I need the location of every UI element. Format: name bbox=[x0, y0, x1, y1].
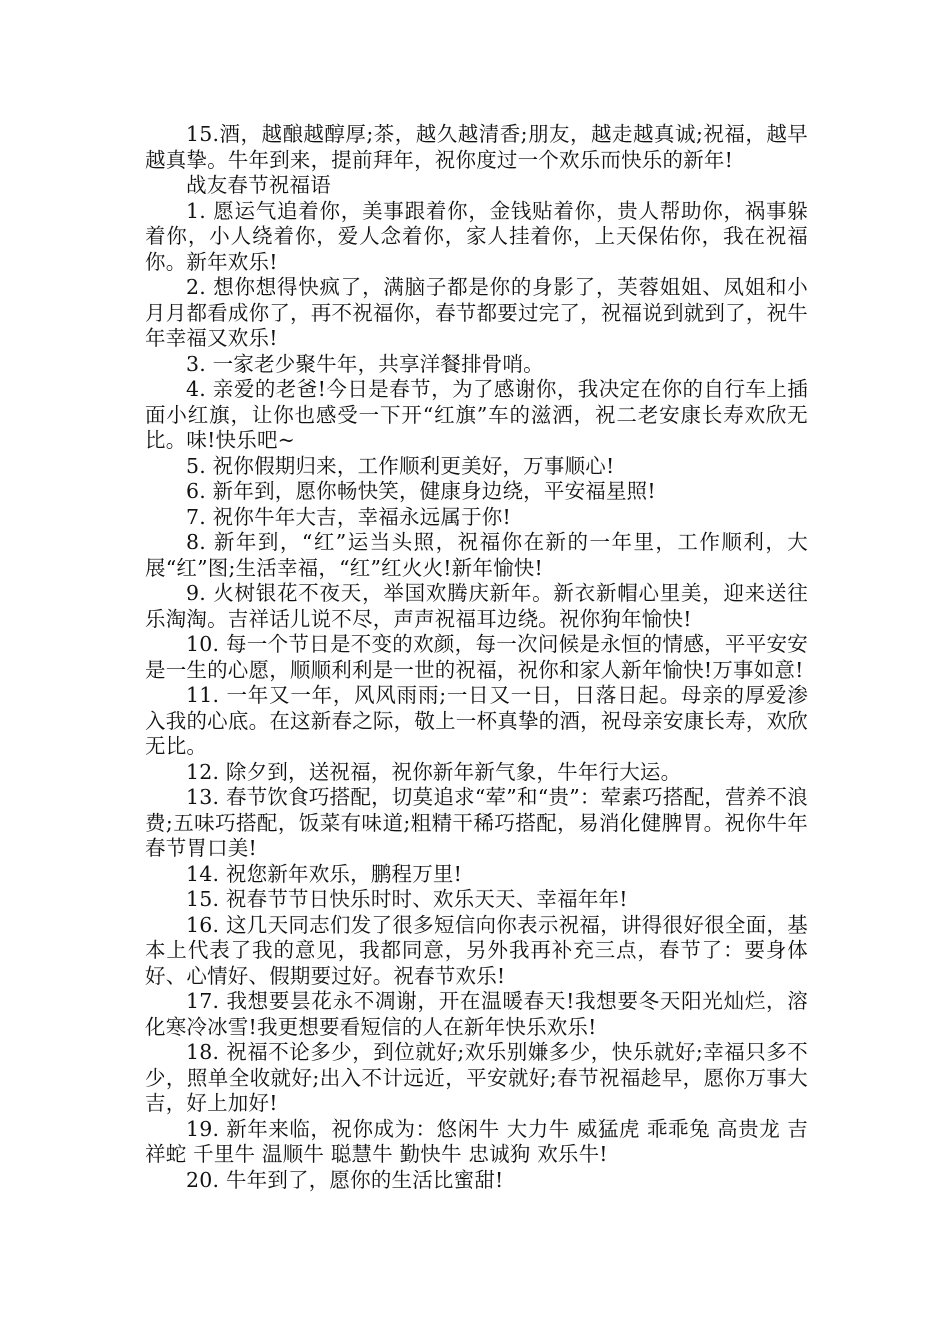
list-item: 10. 每一个节日是不变的欢颜，每一次问候是永恒的情感，平平安安是一生的心愿，顺顺利利是一世的祝福，祝你和家人新年愉快!万事如意! bbox=[145, 632, 808, 682]
intro-paragraph: 15.酒，越酿越醇厚;茶，越久越清香;朋友，越走越真诚;祝福，越早越真挚。牛年到来，提前拜年，祝你度过一个欢乐而快乐的新年! bbox=[145, 122, 808, 172]
list-item: 7. 祝你牛年大吉，幸福永远属于你! bbox=[186, 504, 511, 529]
list-item: 5. 祝你假期归来，工作顺利更美好，万事顺心! bbox=[186, 453, 615, 478]
list-item: 20. 牛年到了，愿你的生活比蜜甜! bbox=[186, 1167, 504, 1192]
list-item: 19. 新年来临，祝你成为：悠闲牛 大力牛 威猛虎 乖乖兔 高贵龙 吉祥蛇 千里牛 温顺牛 聪慧牛 勤快牛 忠诚狗 欢乐牛! bbox=[145, 1116, 808, 1166]
list-item: 1. 愿运气追着你，美事跟着你，金钱贴着你，贵人帮助你，祸事躲着你，小人绕着你，爱人念着你，家人挂着你，上天保佑你，我在祝福你。新年欢乐! bbox=[145, 198, 808, 274]
list-item: 6. 新年到，愿你畅快笑，健康身边绕，平安福星照! bbox=[186, 479, 656, 503]
list-item: 13. 春节饮食巧搭配，切莫追求“荤”和“贵”：荤素巧搭配，营养不浪费;五味巧搭配，饭菜有味道;粗精干稀巧搭配，易消化健脾胃。祝你牛年春节胃口美! bbox=[145, 785, 808, 860]
list-item: 11. 一年又一年，风风雨雨;一日又一日，日落日起。母亲的厚爱渗入我的心底。在这新春之际，敬上一杯真挚的酒，祝母亲安康长寿，欢欣无比。 bbox=[145, 683, 808, 758]
list-item: 12. 除夕到，送祝福，祝你新年新气象，牛年行大运。 bbox=[186, 759, 682, 784]
list-item: 8. 新年到，“红”运当头照，祝福你在新的一年里，工作顺利，大展“红”图;生活幸福，“红”红火火!新年愉快! bbox=[145, 530, 808, 580]
list-item: 16. 这几天同志们发了很多短信向你表示祝福，讲得很好很全面，基本上代表了我的意见，我都同意，另外我再补充三点，春节了：要身体好、心情好、假期要过好。祝春节欢乐! bbox=[145, 912, 808, 988]
document-body bbox=[145, 122, 808, 1193]
list-item: 2. 想你想得快疯了，满脑子都是你的身影了，芙蓉姐姐、凤姐和小月月都看成你了，再不祝福你，春节都要过完了，祝福说到就到了，祝牛年幸福又欢乐! bbox=[145, 275, 808, 350]
list-item: 17. 我想要昙花永不凋谢，开在温暖春天!我想要冬天阳光灿烂，溶化寒冷冰雪!我更想要看短信的人在新年快乐欢乐! bbox=[145, 989, 808, 1039]
list-item: 18. 祝福不论多少，到位就好;欢乐别嫌多少，快乐就好;幸福只多不少，照单全收就好;出入不计远近，平安就好;春节祝福趁早，愿你万事大吉，好上加好! bbox=[145, 1040, 808, 1115]
list-item: 3. 一家老少聚牛年，共享洋餐排骨哨。 bbox=[186, 351, 544, 376]
section-title: 战友春节祝福语 bbox=[186, 173, 331, 197]
list-item: 15. 祝春节节日快乐时时、欢乐天天、幸福年年! bbox=[186, 887, 628, 911]
list-item: 9. 火树银花不夜天，举国欢腾庆新年。新衣新帽心里美，迎来送往乐淘淘。吉祥话儿说不尽，声声祝福耳边绕。祝你狗年愉快! bbox=[145, 581, 808, 631]
list-item: 14. 祝您新年欢乐，鹏程万里! bbox=[186, 861, 463, 886]
list-item: 4. 亲爱的老爸!今日是春节，为了感谢你，我决定在你的自行车上插面小红旗，让你也感受一下开“红旗”车的滋洒，祝二老安康长寿欢欣无比。味!快乐吧~ bbox=[145, 377, 808, 452]
